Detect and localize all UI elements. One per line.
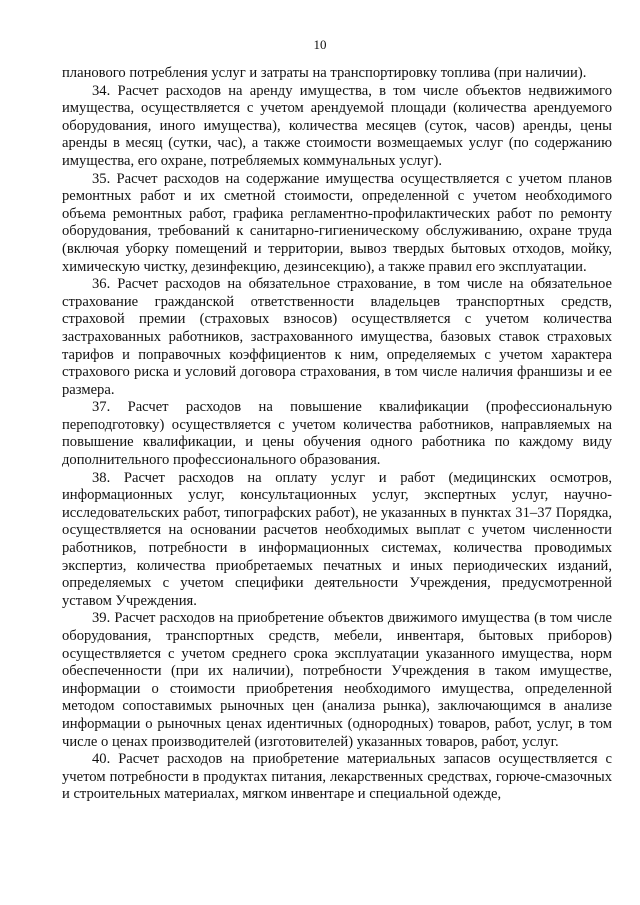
paragraph-38: 38. Расчет расходов на оплату услуг и работ (медицинских осмотров, информационных услуг, консультационных услуг, экспертных услуг, научно-исследовательских работ, типографских работ), не указанных в пунктах 31–37 Порядка, осуществляется на основании расчетов необходимых выплат с учетом численности работников, потребности в информационных системах, количества проводимых экспертиз, количества приобретаемых печатных и иных периодических изданий, определяемых с учетом специфики деятельности Учреждения, предусмотренной уставом Учреждения. xyxy=(62,469,612,609)
paragraph-35: 35. Расчет расходов на содержание имущества осуществляется с учетом планов ремонтных работ и их сметной стоимости, определенной с учетом необходимого объема ремонтных работ, графика регламентно-профилактических работ по ремонту оборудования, требований к санитарно-гигиеническому обслуживанию, охране труда (включая уборку помещений и территории, вывоз твердых бытовых отходов, мойку, химическую чистку, дезинфекцию, дезинсекцию), а также правил его эксплуатации. xyxy=(62,170,612,275)
paragraph-37: 37. Расчет расходов на повышение квалификации (профессиональную переподготовку) осуществляется с учетом количества работников, направляемых на повышение квалификации, и цены обучения одного работника по каждому виду дополнительного профессионального образования. xyxy=(62,399,612,469)
paragraph-36: 36. Расчет расходов на обязательное страхование, в том числе на обязательное страхование гражданской ответственности владельцев транспортных средств, страховой премии (страховых взносов) осуществляется с учетом количества застрахованных работников, застрахованного имущества, базовых ставок страховых тарифов и поправочных коэффициентов к ним, определяемых с учетом характера страхового риска и условий договора страхования, в том числе наличия франшизы и ее размера. xyxy=(62,276,612,398)
document-body xyxy=(62,65,612,804)
paragraph-39: 39. Расчет расходов на приобретение объектов движимого имущества (в том числе оборудования, транспортных средств, мебели, инвентаря, бытовых приборов) осуществляется с учетом среднего срока эксплуатации указанного имущества, норм обеспеченности (при их наличии), потребности Учреждения в таком имуществе, информации о стоимости приобретения необходимого имущества, определенной методом сопоставимых рыночных цен (анализа рынка), заключающимся в анализе информации о рыночных ценах идентичных (однородных) товаров, работ, услуг, в том числе о ценах производителей (изготовителей) указанных товаров, работ, услуг. xyxy=(62,610,612,750)
paragraph-continuation: планового потребления услуг и затраты на транспортировку топлива (при наличии). xyxy=(62,65,587,81)
paragraph-34: 34. Расчет расходов на аренду имущества, в том числе объектов недвижимого имущества, осуществляется с учетом арендуемой площади (количества арендуемого оборудования, иного имущества), количества месяцев (суток, часов) аренды, цены аренды в месяц (сутки, час), а также стоимости возмещаемых услуг (по содержанию имущества, его охране, потребляемых коммунальных услуг). xyxy=(62,82,612,169)
paragraph-40: 40. Расчет расходов на приобретение материальных запасов осуществляется с учетом потребности в продуктах питания, лекарственных средствах, горюче-смазочных и строительных материалах, мягком инвентаре и специальной одежде, xyxy=(62,751,612,803)
page-number: 10 xyxy=(313,37,327,52)
